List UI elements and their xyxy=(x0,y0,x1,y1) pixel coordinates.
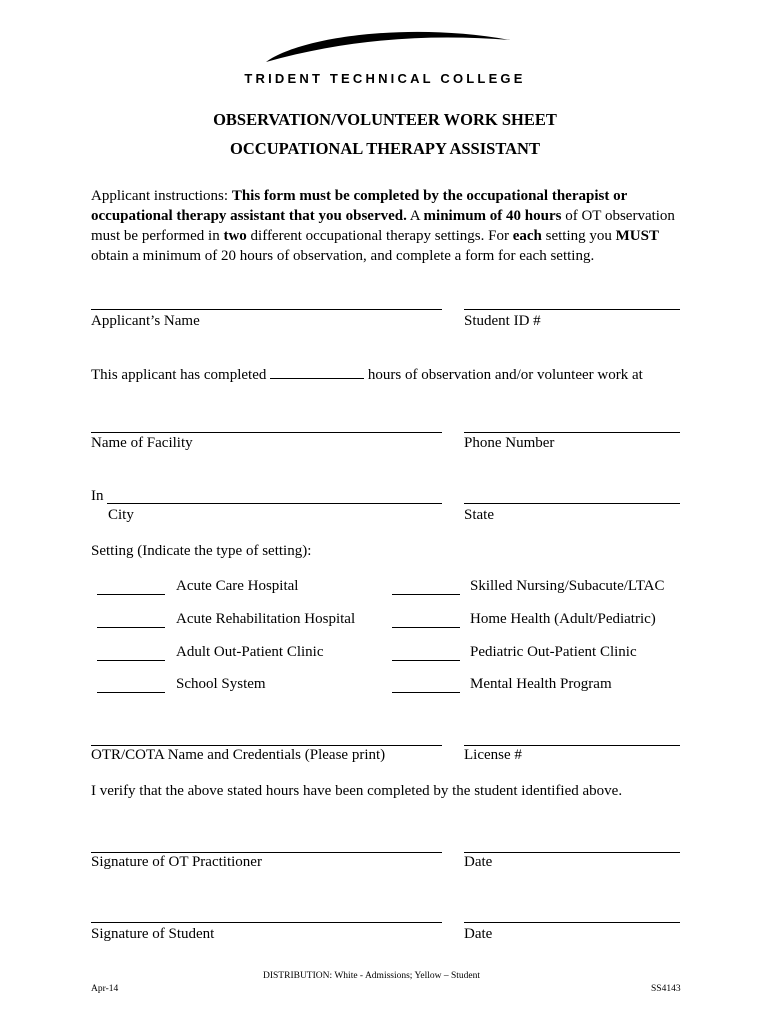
applicant-name-line[interactable] xyxy=(91,309,442,310)
completed-hours-sentence: This applicant has completed hours of observation and/or volunteer work at xyxy=(91,364,643,384)
setting-blank-school-system[interactable] xyxy=(97,692,165,693)
applicant-name-label: Applicant’s Name xyxy=(91,313,200,329)
license-label: License # xyxy=(464,747,522,763)
student-signature-label: Signature of Student xyxy=(91,926,215,942)
state-line[interactable] xyxy=(464,503,680,504)
verification-statement: I verify that the above stated hours have been completed by the student identified above. xyxy=(91,783,623,799)
facility-name-line[interactable] xyxy=(91,432,442,433)
practitioner-date-line[interactable] xyxy=(464,852,680,853)
setting-label-acute-care: Acute Care Hospital xyxy=(176,578,299,594)
form-code: SS4143 xyxy=(651,984,681,994)
setting-label-mental-health: Mental Health Program xyxy=(470,676,612,692)
college-name: TRIDENT TECHNICAL COLLEGE xyxy=(244,71,526,86)
setting-label-school-system: School System xyxy=(176,676,266,692)
license-line[interactable] xyxy=(464,745,680,746)
setting-blank-home-health[interactable] xyxy=(392,627,460,628)
setting-label-adult-outpatient: Adult Out-Patient Clinic xyxy=(176,644,324,660)
setting-prompt: Setting (Indicate the type of setting): xyxy=(91,543,312,559)
form-subtitle: OCCUPATIONAL THERAPY ASSISTANT xyxy=(230,139,540,158)
student-date-line[interactable] xyxy=(464,922,680,923)
setting-blank-pediatric-outpatient[interactable] xyxy=(392,660,460,661)
setting-blank-mental-health[interactable] xyxy=(392,692,460,693)
in-label: In xyxy=(91,488,104,504)
state-label: State xyxy=(464,507,494,523)
student-signature-line[interactable] xyxy=(91,922,442,923)
city-line[interactable] xyxy=(107,503,442,504)
revision-date: Apr-14 xyxy=(91,984,119,994)
student-id-label: Student ID # xyxy=(464,313,541,329)
setting-label-skilled-nursing: Skilled Nursing/Subacute/LTAC xyxy=(470,578,665,594)
student-id-line[interactable] xyxy=(464,309,680,310)
phone-number-label: Phone Number xyxy=(464,435,555,451)
applicant-instructions: Applicant instructions: This form must be completed by the occupational therapist or occupational therapy assistant that you observed. A minimum of 40 hours of OT observation must be performed in two different occupational therapy settings. For each setting you MUST obtain a minimum of 20 hours of observation, and complete a form for each setting. xyxy=(91,188,675,264)
setting-label-pediatric-outpatient: Pediatric Out-Patient Clinic xyxy=(470,644,637,660)
practitioner-signature-label: Signature of OT Practitioner xyxy=(91,854,262,870)
setting-blank-skilled-nursing[interactable] xyxy=(392,594,460,595)
setting-blank-acute-rehab[interactable] xyxy=(97,627,165,628)
student-date-label: Date xyxy=(464,926,493,942)
city-label: City xyxy=(108,507,134,523)
setting-blank-acute-care[interactable] xyxy=(97,594,165,595)
distribution-note: DISTRIBUTION: White - Admissions; Yellow – Student xyxy=(263,971,481,981)
form-title: OBSERVATION/VOLUNTEER WORK SHEET xyxy=(213,110,557,129)
setting-label-acute-rehab: Acute Rehabilitation Hospital xyxy=(176,611,356,627)
otr-name-label: OTR/COTA Name and Credentials (Please print) xyxy=(91,747,386,763)
setting-blank-adult-outpatient[interactable] xyxy=(97,660,165,661)
practitioner-date-label: Date xyxy=(464,854,493,870)
phone-number-line[interactable] xyxy=(464,432,680,433)
setting-label-home-health: Home Health (Adult/Pediatric) xyxy=(470,611,656,627)
hours-blank[interactable] xyxy=(270,364,364,379)
otr-name-line[interactable] xyxy=(91,745,442,746)
facility-name-label: Name of Facility xyxy=(91,435,193,451)
practitioner-signature-line[interactable] xyxy=(91,852,442,853)
college-logo-swoosh xyxy=(262,28,512,64)
